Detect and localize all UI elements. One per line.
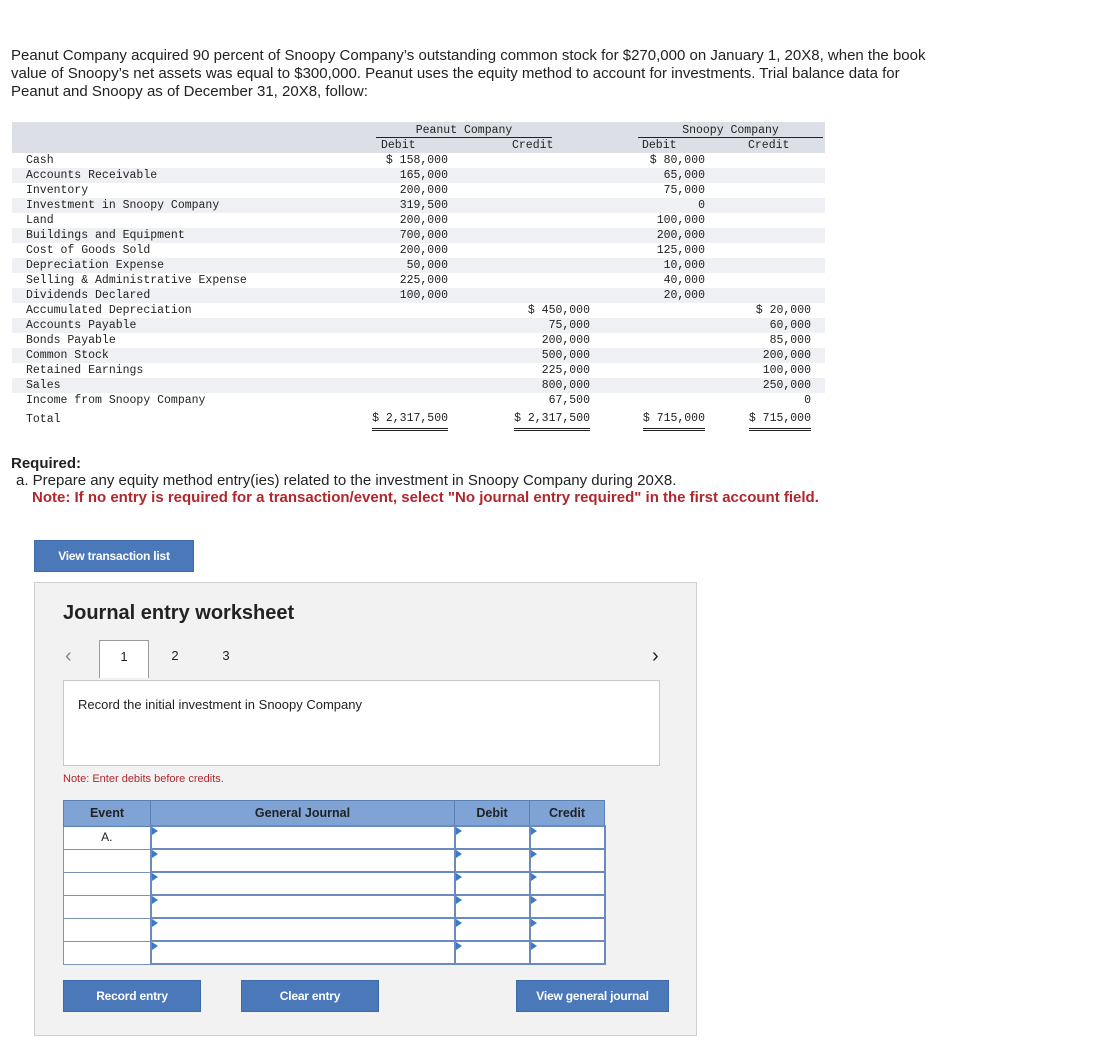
- snoopy-debit: 20,000: [663, 289, 705, 302]
- dropdown-marker-icon: [531, 942, 537, 950]
- required-note: Note: If no entry is required for a transaction/event, select "No journal entry required" in the first account field.: [32, 489, 819, 506]
- peanut-debit: 50,000: [406, 259, 448, 272]
- snoopy-debit: 65,000: [663, 169, 705, 182]
- journal-row: [64, 941, 605, 964]
- peanut-debit: 700,000: [399, 229, 448, 242]
- trial-balance-row: [12, 333, 825, 348]
- account-label: Common Stock: [26, 349, 109, 362]
- account-label: Accumulated Depreciation: [26, 304, 192, 317]
- event-column-header: Event: [64, 801, 151, 827]
- debit-field[interactable]: [455, 918, 530, 941]
- trial-balance-row: [12, 378, 825, 393]
- peanut-debit: 200,000: [399, 214, 448, 227]
- peanut-debit: 319,500: [399, 199, 448, 212]
- debits-before-credits-note: Note: Enter debits before credits.: [63, 773, 224, 785]
- account-label: Sales: [26, 379, 61, 392]
- trial-balance-row: [12, 198, 825, 213]
- account-label: Accounts Payable: [26, 319, 137, 332]
- account-label: Retained Earnings: [26, 364, 144, 377]
- account-label: Dividends Declared: [26, 289, 151, 302]
- trial-balance-header: [12, 122, 825, 153]
- snoopy-debit-label: Debit: [642, 139, 677, 152]
- trial-balance-row: [12, 213, 825, 228]
- peanut-debit: $ 158,000: [385, 154, 448, 167]
- event-cell: [64, 849, 151, 872]
- snoopy-debit: 40,000: [663, 274, 705, 287]
- account-field[interactable]: [151, 872, 455, 895]
- snoopy-debit: 100,000: [656, 214, 705, 227]
- peanut-debit: 100,000: [399, 289, 448, 302]
- account-field[interactable]: [151, 826, 455, 849]
- dropdown-marker-icon: [531, 850, 537, 858]
- journal-row: [64, 826, 605, 849]
- trial-balance-row: [12, 348, 825, 363]
- dropdown-marker-icon: [152, 942, 158, 950]
- trial-balance-row: [12, 393, 825, 408]
- trial-balance-row: [12, 183, 825, 198]
- event-cell: [64, 872, 151, 895]
- view-general-journal-button[interactable]: View general journal: [516, 980, 669, 1012]
- transaction-description-box: [63, 680, 660, 766]
- dropdown-marker-icon: [456, 850, 462, 858]
- peanut-debit: 225,000: [399, 274, 448, 287]
- peanut-company-header: Peanut Company: [376, 124, 552, 138]
- account-label: Land: [26, 214, 54, 227]
- snoopy-credit: 250,000: [762, 379, 811, 392]
- record-entry-button[interactable]: Record entry: [63, 980, 201, 1012]
- dropdown-marker-icon: [456, 896, 462, 904]
- debit-field[interactable]: [455, 941, 530, 964]
- dropdown-marker-icon: [456, 942, 462, 950]
- snoopy-company-header: Snoopy Company: [638, 124, 823, 138]
- snoopy-debit-total: $ 715,000: [643, 410, 705, 431]
- account-field[interactable]: [151, 918, 455, 941]
- trial-balance-total-row: [12, 410, 825, 430]
- dropdown-marker-icon: [531, 827, 537, 835]
- snoopy-credit: 85,000: [769, 334, 811, 347]
- credit-field[interactable]: [530, 826, 605, 849]
- snoopy-credit: $ 20,000: [755, 304, 811, 317]
- trial-balance-row: [12, 303, 825, 318]
- trial-balance-row: [12, 153, 825, 168]
- account-field[interactable]: [151, 895, 455, 918]
- general-journal-column-header: General Journal: [151, 801, 455, 827]
- clear-entry-button[interactable]: Clear entry: [241, 980, 379, 1012]
- debit-field[interactable]: [455, 849, 530, 872]
- peanut-credit: 200,000: [541, 334, 590, 347]
- tab-1[interactable]: 1: [99, 640, 149, 678]
- dropdown-marker-icon: [531, 919, 537, 927]
- required-title: Required:: [11, 455, 82, 472]
- event-cell: [64, 918, 151, 941]
- peanut-debit-total: $ 2,317,500: [372, 410, 448, 431]
- trial-balance-row: [12, 318, 825, 333]
- peanut-credit-total: $ 2,317,500: [514, 410, 590, 431]
- snoopy-debit: 10,000: [663, 259, 705, 272]
- trial-balance-row: [12, 228, 825, 243]
- trial-balance-row: [12, 273, 825, 288]
- account-field[interactable]: [151, 941, 455, 964]
- trial-balance-row: [12, 258, 825, 273]
- transaction-description: Record the initial investment in Snoopy Company: [78, 697, 362, 712]
- trial-balance-row: [12, 363, 825, 378]
- required-part-a: a. Prepare any equity method entry(ies) related to the investment in Snoopy Company during 20X8.: [16, 472, 677, 489]
- peanut-debit: 200,000: [399, 244, 448, 257]
- credit-field[interactable]: [530, 895, 605, 918]
- peanut-credit: 225,000: [541, 364, 590, 377]
- journal-row: [64, 849, 605, 872]
- peanut-credit: 800,000: [541, 379, 590, 392]
- snoopy-debit: 125,000: [656, 244, 705, 257]
- snoopy-credit: 200,000: [762, 349, 811, 362]
- journal-row: [64, 872, 605, 895]
- debit-field[interactable]: [455, 895, 530, 918]
- tab-3[interactable]: 3: [222, 648, 230, 663]
- peanut-debit: 165,000: [399, 169, 448, 182]
- snoopy-debit: 200,000: [656, 229, 705, 242]
- problem-intro: Peanut Company acquired 90 percent of Snoopy Company’s outstanding common stock for $270,000 on January 1, 20X8, when the book value of Snoopy’s net assets was equal to $300,000. Peanut uses the equity method to account for investments. Trial balance data for Peanut and Snoopy as of December 31, 20X8, follow:: [11, 47, 926, 100]
- dropdown-marker-icon: [531, 873, 537, 881]
- credit-field[interactable]: [530, 941, 605, 964]
- dropdown-marker-icon: [152, 850, 158, 858]
- credit-field[interactable]: [530, 849, 605, 872]
- worksheet-title: Journal entry worksheet: [63, 602, 295, 624]
- dropdown-marker-icon: [152, 919, 158, 927]
- account-label: Buildings and Equipment: [26, 229, 185, 242]
- peanut-credit-label: Credit: [512, 139, 554, 152]
- snoopy-debit: $ 80,000: [649, 154, 705, 167]
- trial-balance-row: [12, 243, 825, 258]
- peanut-debit: 200,000: [399, 184, 448, 197]
- journal-entry-table: [63, 800, 606, 965]
- dropdown-marker-icon: [152, 873, 158, 881]
- total-label: Total: [26, 413, 61, 426]
- peanut-debit-label: Debit: [381, 139, 416, 152]
- debit-field[interactable]: [455, 826, 530, 849]
- dropdown-marker-icon: [152, 896, 158, 904]
- event-cell: A.: [64, 826, 151, 849]
- debit-field[interactable]: [455, 872, 530, 895]
- dropdown-marker-icon: [152, 827, 158, 835]
- journal-row: [64, 918, 605, 941]
- snoopy-debit: 75,000: [663, 184, 705, 197]
- debit-column-header: Debit: [455, 801, 530, 827]
- account-label: Bonds Payable: [26, 334, 116, 347]
- credit-field[interactable]: [530, 872, 605, 895]
- view-transaction-list-button[interactable]: View transaction list: [34, 540, 194, 572]
- trial-balance-row: [12, 288, 825, 303]
- dropdown-marker-icon: [456, 873, 462, 881]
- snoopy-debit: 0: [698, 199, 705, 212]
- account-label: Cash: [26, 154, 54, 167]
- chevron-left-icon[interactable]: ‹: [65, 645, 72, 667]
- trial-balance-table: [12, 122, 825, 430]
- snoopy-credit-label: Credit: [748, 139, 790, 152]
- snoopy-credit: 100,000: [762, 364, 811, 377]
- account-label: Investment in Snoopy Company: [26, 199, 220, 212]
- journal-row: [64, 895, 605, 918]
- snoopy-credit: 0: [804, 394, 811, 407]
- dropdown-marker-icon: [456, 919, 462, 927]
- dropdown-marker-icon: [456, 827, 462, 835]
- trial-balance-row: [12, 168, 825, 183]
- account-label: Depreciation Expense: [26, 259, 165, 272]
- event-cell: [64, 895, 151, 918]
- account-label: Inventory: [26, 184, 89, 197]
- peanut-credit: $ 450,000: [527, 304, 590, 317]
- journal-entry-worksheet: [34, 582, 697, 1036]
- account-label: Income from Snoopy Company: [26, 394, 206, 407]
- peanut-credit: 500,000: [541, 349, 590, 362]
- peanut-credit: 67,500: [548, 394, 590, 407]
- account-label: Cost of Goods Sold: [26, 244, 151, 257]
- credit-column-header: Credit: [530, 801, 605, 827]
- account-field[interactable]: [151, 849, 455, 872]
- account-label: Accounts Receivable: [26, 169, 158, 182]
- peanut-credit: 75,000: [548, 319, 590, 332]
- account-label: Selling & Administrative Expense: [26, 274, 247, 287]
- event-cell: [64, 941, 151, 964]
- dropdown-marker-icon: [531, 896, 537, 904]
- snoopy-credit: 60,000: [769, 319, 811, 332]
- snoopy-credit-total: $ 715,000: [749, 410, 811, 431]
- credit-field[interactable]: [530, 918, 605, 941]
- tab-2[interactable]: 2: [171, 648, 179, 663]
- chevron-right-icon[interactable]: ›: [652, 645, 659, 667]
